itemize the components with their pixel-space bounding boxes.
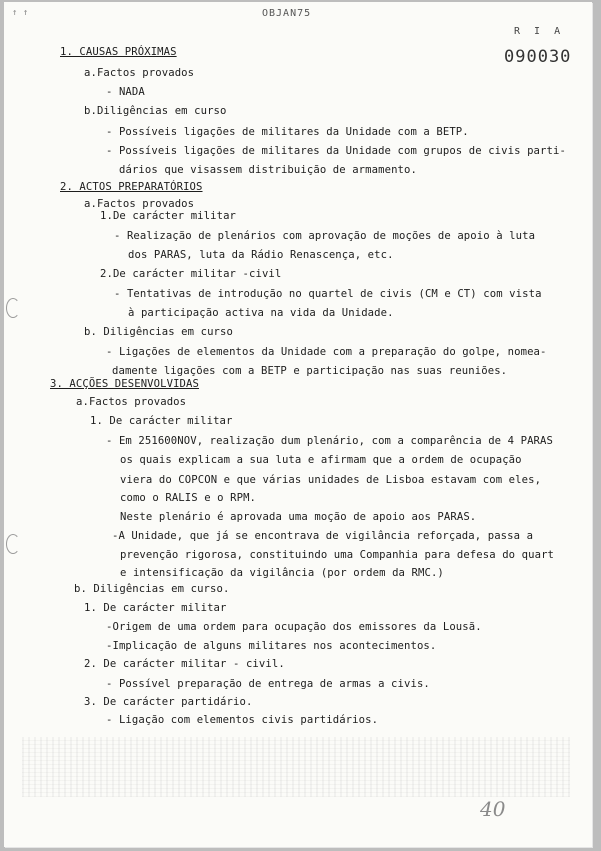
text-line: - NADA [106,86,145,98]
text-line: prevenção rigorosa, constituindo uma Companhia para defesa do quart [120,549,555,561]
document-page [4,2,592,847]
text-line: - Possíveis ligações de militares da Unidade com a BETP. [106,126,469,138]
text-line: os quais explicam a sua luta e afirmam que a ordem de ocupação [120,454,522,466]
text-line: viera do COPCON e que várias unidades de Lisboa estavam com eles, [120,474,542,486]
text-line: à participação activa na vida da Unidade. [128,307,394,319]
text-line: - Possíveis ligações de militares da Unidade com grupos de civis parti- [106,145,566,157]
header-mark: ↑ ↑ [12,8,29,18]
text-line: e intensificação da vigilância (por ordem da RMC.) [120,567,444,579]
text-line: - Possível preparação de entrega de armas a civis. [106,678,430,690]
text-line: - Realização de plenários com aprovação de moções de apoio à luta [114,230,536,242]
subsection-label: a.Factos provados [84,67,195,79]
punch-hole-mark [6,534,20,554]
subsection-label: b. Diligências em curso. [74,583,230,595]
item-label: 3. De carácter partidário. [84,696,253,708]
item-label: 2.De carácter militar -civil [100,268,282,280]
text-line: -Implicação de alguns militares nos acontecimentos. [106,640,437,652]
text-line: - Ligações de elementos da Unidade com a preparação do golpe, nomea- [106,346,547,358]
text-line: - Em 251600NOV, realização dum plenário, com a comparência de 4 PARAS [106,435,553,447]
text-line: Neste plenário é aprovada uma moção de apoio aos PARAS. [120,511,477,523]
item-label: 1.De carácter militar [100,210,237,222]
text-line: -A Unidade, que já se encontrava de vigilância reforçada, passa a [112,530,534,542]
text-line: - Tentativas de introdução no quartel de civis (CM e CT) com vista [114,288,542,300]
handwritten-page-number: 40 [480,797,506,821]
text-line: -Origem de uma ordem para ocupação dos emissores da Lousã. [106,621,482,633]
text-line: como o RALIS e o RPM. [120,492,257,504]
header-code: OBJAN75 [262,8,312,19]
text-line: damente ligações com a BETP e participação nas suas reuniões. [112,365,508,377]
subsection-label: a.Factos provados [76,396,187,408]
item-label: 1. De carácter militar [90,415,233,427]
subsection-label: b. Diligências em curso [84,326,233,338]
item-label: 1. De carácter militar [84,602,227,614]
reference-label: R I A [514,26,565,37]
punch-hole-mark [6,298,20,318]
item-label: 2. De carácter militar - civil. [84,658,285,670]
text-line: dos PARAS, luta da Rádio Renascença, etc. [128,249,394,261]
subsection-label: b.Diligências em curso [84,105,227,117]
section-2-heading: 2. ACTOS PREPARATÓRIOS [60,181,203,193]
reference-number: 090030 [504,47,572,67]
text-line: - Ligação com elementos civis partidários. [106,714,379,726]
section-3-heading: 3. ACÇÕES DESENVOLVIDAS [50,378,199,390]
section-1-heading: 1. CAUSAS PRÓXIMAS [60,46,177,58]
subsection-label: a.Factos provados [84,198,195,210]
scan-noise-band [22,737,570,797]
text-line: dários que visassem distribuição de armamento. [119,164,417,176]
